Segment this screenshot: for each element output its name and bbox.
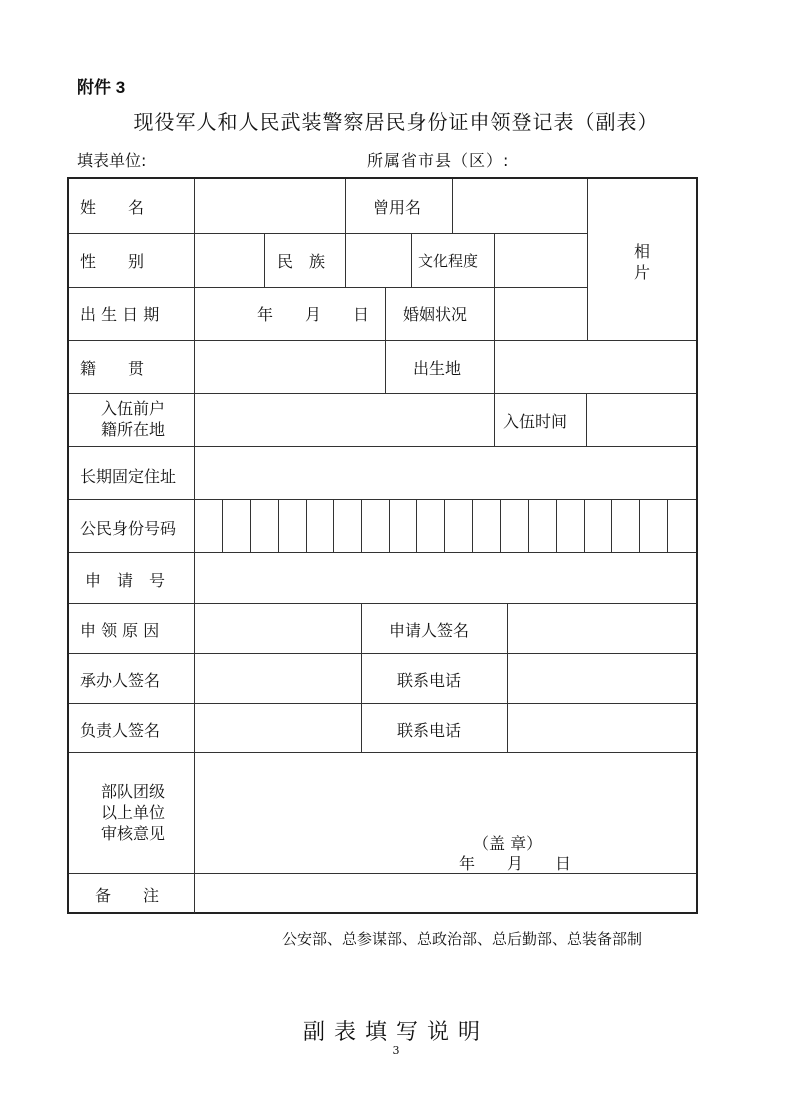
birthplace-label: 出生地 [413, 359, 462, 378]
form-title: 现役军人和人民武装警察居民身份证申领登记表（副表） [133, 110, 659, 134]
id-digit-separator [333, 499, 334, 552]
pre-enlistment-line-2: 籍所在地 [100, 420, 165, 439]
grid-line [69, 393, 696, 394]
id-digit-separator [361, 499, 362, 552]
permanent-address-label: 长期固定住址 [80, 467, 177, 486]
id-digit-separator [639, 499, 640, 552]
attachment-label: 附件 3 [77, 78, 126, 97]
grid-line [194, 179, 195, 913]
id-digit-separator [250, 499, 251, 552]
grid-line [69, 653, 696, 654]
applicant-signature-label: 申请人签名 [389, 621, 470, 640]
enlistment-time-label: 入伍时间 [503, 412, 568, 431]
birth-date-label: 出 生 日 期 [80, 305, 160, 324]
id-digit-separator [528, 499, 529, 552]
id-digit-separator [416, 499, 417, 552]
remarks-label: 备 注 [95, 886, 160, 905]
pre-enlistment-line-1: 入伍前户 [100, 399, 165, 418]
id-digit-separator [389, 499, 390, 552]
citizen-id-label: 公民身份号码 [80, 519, 177, 538]
id-digit-separator [444, 499, 445, 552]
contact-phone-label-2: 联系电话 [397, 721, 462, 740]
issuing-authorities: 公安部、总参谋部、总政治部、总后勤部、总装备部制 [282, 930, 643, 948]
grid-line [385, 287, 386, 393]
application-number-label: 申 请 号 [85, 571, 166, 590]
grid-line [494, 393, 495, 446]
province-label: 所属省市县（区）: [367, 151, 510, 170]
unit-review-line-3: 审核意见 [100, 824, 165, 843]
id-digit-separator [278, 499, 279, 552]
id-digit-separator [556, 499, 557, 552]
photo-label-top: 相 [634, 242, 651, 261]
instructions-heading: 副表填写说明 [302, 1020, 489, 1045]
grid-line [264, 233, 265, 287]
id-digit-separator [611, 499, 612, 552]
unit-review-label [77, 781, 189, 844]
grid-line [345, 233, 346, 287]
name-label: 姓 名 [80, 198, 145, 217]
id-digit-separator [472, 499, 473, 552]
ethnicity-label: 民 族 [277, 252, 326, 271]
grid-line [586, 393, 587, 446]
grid-line [69, 703, 696, 704]
grid-line [361, 603, 362, 752]
fill-unit-label: 填表单位: [77, 151, 147, 170]
grid-line [587, 179, 588, 340]
grid-line [452, 179, 453, 233]
grid-line [69, 287, 587, 288]
grid-line [507, 603, 508, 752]
gender-label: 性 别 [80, 252, 145, 271]
grid-line [69, 603, 696, 604]
grid-line [69, 446, 696, 447]
grid-line [69, 873, 696, 874]
id-digit-separator [306, 499, 307, 552]
unit-review-line-1: 部队团级 [100, 782, 165, 801]
seal-label: （盖 章） [473, 834, 543, 853]
grid-line [69, 499, 696, 500]
education-label: 文化程度 [418, 252, 479, 270]
grid-line [69, 752, 696, 753]
birth-date-field[interactable]: 年 月 日 [257, 305, 370, 324]
pre-enlistment-residence-label [77, 398, 189, 440]
grid-line [345, 179, 346, 233]
grid-line [69, 340, 696, 341]
contact-phone-label: 联系电话 [397, 671, 462, 690]
grid-line [69, 233, 587, 234]
handler-signature-label: 承办人签名 [80, 671, 161, 690]
responsible-signature-label: 负责人签名 [80, 721, 161, 740]
id-digit-separator [222, 499, 223, 552]
former-name-label: 曾用名 [373, 198, 422, 217]
unit-review-line-2: 以上单位 [100, 803, 165, 822]
grid-line [494, 233, 495, 340]
native-place-label: 籍 贯 [80, 359, 145, 378]
reason-label: 申 领 原 因 [80, 621, 160, 640]
grid-line [69, 552, 696, 553]
marital-status-label: 婚姻状况 [403, 305, 468, 324]
page-number: 3 [392, 1044, 400, 1057]
id-digit-separator [500, 499, 501, 552]
grid-line [494, 340, 495, 393]
id-digit-separator [667, 499, 668, 552]
photo-label-bottom: 片 [634, 263, 651, 282]
id-digit-separator [584, 499, 585, 552]
grid-line [411, 233, 412, 287]
review-date-field[interactable]: 年 月 日 [459, 854, 572, 873]
